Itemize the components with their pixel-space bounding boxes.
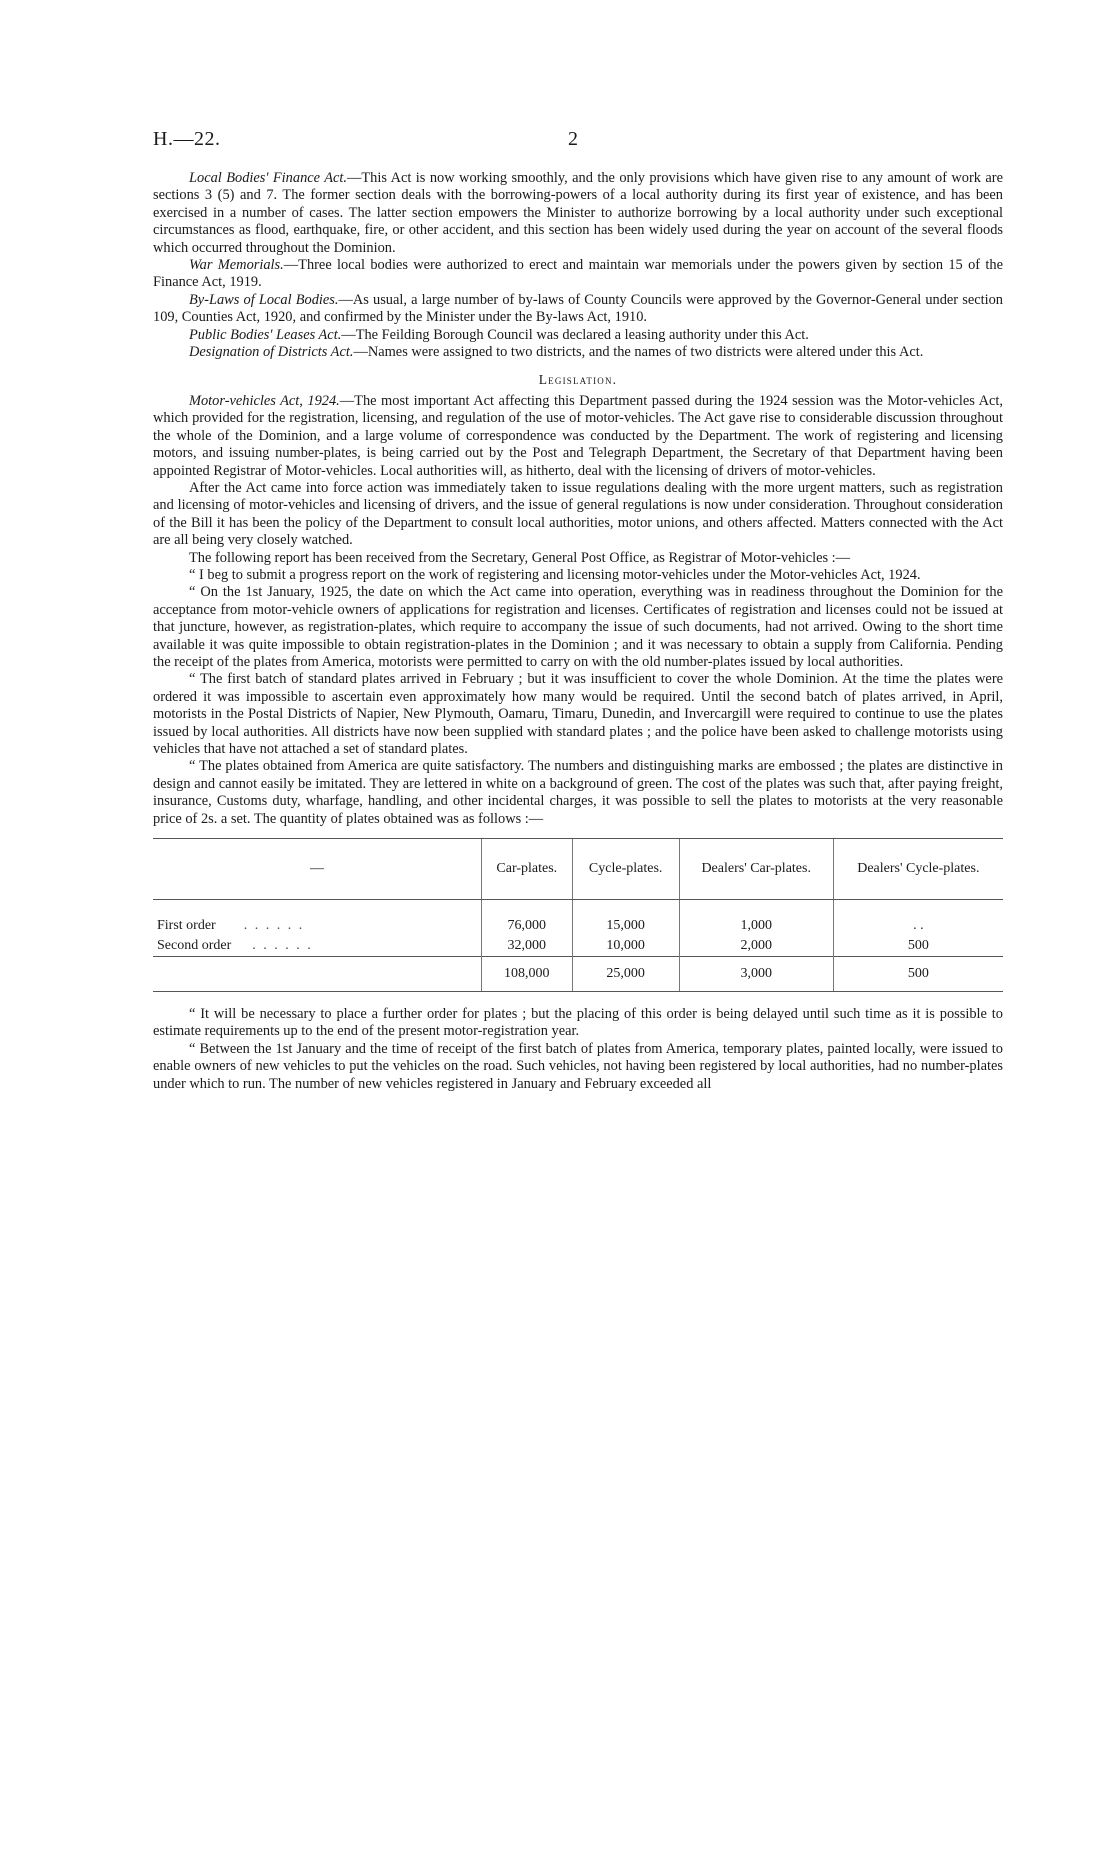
table-cell: 2,000 bbox=[679, 936, 833, 957]
table-header-row bbox=[153, 839, 1003, 900]
paragraph-motor-vehicles-act bbox=[153, 393, 1003, 480]
totals-label-cell bbox=[153, 957, 482, 992]
paragraph-first-batch bbox=[153, 671, 1003, 758]
table-row-totals bbox=[153, 957, 1003, 992]
table-row-first-order bbox=[153, 900, 1003, 937]
table-cell: 76,000 bbox=[482, 900, 573, 937]
column-header-dealers-cycle-plates: Dealers' Cycle-plates. bbox=[833, 839, 1003, 900]
paragraph-text: “ It will be necessary to place a further order for plates ; but the placing of this order is being delayed until such time as it is possible to estimate requirements up to the end of the present motor-registration year. bbox=[153, 1006, 1003, 1040]
paragraph-text: —The most important Act affecting this Department passed during the 1924 session was the Motor-vehicles Act, which provided for the registration, licensing, and regulation of the use of motor-vehicles. The Act gave rise to considerable discussion throughout the whole of the Dominion, and a large volume of correspondence was conducted by the Department. The work of registering and licensing motors, and issuing number-plates, is being carried out by the Post and Telegraph Department, the Secretary of that Department having been appointed Registrar of Motor-vehicles. Local authorities will, as hitherto, deal with the licensing of drivers of motor-vehicles. bbox=[153, 392, 1003, 479]
row-label bbox=[153, 936, 482, 957]
paragraph-heading: Motor-vehicles Act, 1924. bbox=[189, 392, 340, 409]
paragraph-heading: Public Bodies' Leases Act. bbox=[189, 326, 342, 343]
table-total-cell: 500 bbox=[833, 957, 1003, 992]
row-label-text: Second order bbox=[157, 938, 232, 954]
paragraph-text: “ Between the 1st January and the time of receipt of the first batch of plates from America, temporary plates, painted locally, were issued to enable owners of new vehicles to put the vehicles on the road. Such vehicles, not having been registered by local authorities, had no number-plates under which to run. The number of new vehicles registered in January and February exceeded all bbox=[153, 1040, 1003, 1092]
leader-dots: . . . . . . bbox=[243, 918, 305, 934]
paragraph-progress-report bbox=[153, 567, 1003, 584]
page-header bbox=[153, 128, 1003, 158]
paragraph-by-laws bbox=[153, 292, 1003, 327]
table-cell: 500 bbox=[833, 936, 1003, 957]
paragraph-text: —Three local bodies were authorized to erect and maintain war memorials under the powers given by section 15 of the Finance Act, 1919. bbox=[153, 257, 1003, 291]
column-header-dealers-car-plates: Dealers' Car-plates. bbox=[679, 839, 833, 900]
table-cell: 15,000 bbox=[572, 900, 679, 937]
table-corner-header: — bbox=[153, 839, 482, 900]
table-total-cell: 25,000 bbox=[572, 957, 679, 992]
paragraph-report-intro bbox=[153, 550, 1003, 567]
table-total-cell: 3,000 bbox=[679, 957, 833, 992]
paragraph-text: —This Act is now working smoothly, and the only provisions which have given rise to any amount of work are sections 3 (5) and 7. The former section deals with the borrowing-powers of a local authority during its first year of existence, and has been exercised in a number of cases. The latter section empowers the Minister to authorize borrowing by a local authority under such exceptional circumstances as flood, earthquake, fire, or other accident, and this section has been widely used during the year on account of the several floods which occurred throughout the Dominion. bbox=[153, 170, 1003, 256]
paragraph-further-order bbox=[153, 1006, 1003, 1041]
paragraph-designation-districts bbox=[153, 344, 1003, 361]
paragraph-heading: Designation of Districts Act. bbox=[189, 344, 354, 361]
plates-quantity-table bbox=[153, 838, 1003, 992]
paragraph-temporary-plates bbox=[153, 1041, 1003, 1093]
table-total-cell: 108,000 bbox=[482, 957, 573, 992]
paragraph-first-january bbox=[153, 584, 1003, 671]
paragraph-plates-quality bbox=[153, 758, 1003, 828]
table-row-second-order bbox=[153, 936, 1003, 957]
table-cell: 10,000 bbox=[572, 936, 679, 957]
paragraph-text: After the Act came into force action was immediately taken to issue regulations dealing with the more urgent matters, such as registration and licensing of motor-vehicles and licensing of drivers, and the issue of general regulations is now under consideration. Throughout consideration of the Bill it has been the policy of the Department to consult local authorities, motor unions, and others affected. Matters connected with the Act are all being very closely watched. bbox=[153, 479, 1003, 549]
paragraph-war-memorials bbox=[153, 257, 1003, 292]
paragraph-text: —Names were assigned to two districts, and the names of two districts were altered under this Act. bbox=[353, 344, 924, 361]
report-reference: H.—22. bbox=[153, 128, 221, 150]
document-page bbox=[153, 128, 1003, 1093]
paragraph-text: “ On the 1st January, 1925, the date on which the Act came into operation, everything was in readiness throughout the Dominion for the acceptance from motor-vehicle owners of applications for registration and licenses. Certificates of registration and licenses could not be issued at that juncture, however, as registration-plates, which require to accompany the issue of such documents, had not arrived. Owing to the short time available it was quite impossible to obtain registration-plates in the Dominion ; and it was necessary to obtain a supply from California. Pending the receipt of the plates from America, motorists were permitted to carry on with the old number-plates issued by local authorities. bbox=[153, 584, 1003, 670]
paragraph-text: “ The plates obtained from America are quite satisfactory. The numbers and distinguishing marks are embossed ; the plates are distinctive in design and cannot easily be imitated. They are lettered in white on a background of green. The cost of the plates was such that, after paying freight, insurance, Customs duty, wharfage, handling, and other incidental charges, it was possible to sell the plates to motorists at the very reasonable price of 2s. a set. The quantity of plates obtained was as follows :— bbox=[153, 758, 1003, 827]
paragraph-text: —The Feilding Borough Council was declared a leasing authority under this Act. bbox=[341, 326, 809, 343]
paragraph-regulations bbox=[153, 480, 1003, 550]
paragraph-text: The following report has been received from the Secretary, General Post Office, as Registrar of Motor-vehicles :— bbox=[189, 549, 851, 566]
row-label-text: First order bbox=[157, 918, 216, 934]
section-title-legislation: Legislation. bbox=[538, 372, 618, 388]
table-cell: 1,000 bbox=[679, 900, 833, 937]
leader-dots: . . . . . . bbox=[252, 938, 313, 954]
paragraph-text: “ I beg to submit a progress report on the work of registering and licensing motor-vehicles under the Motor-vehicles Act, 1924. bbox=[189, 566, 921, 583]
column-header-car-plates: Car-plates. bbox=[482, 839, 573, 900]
paragraph-text: “ The first batch of standard plates arrived in February ; but it was insufficient to cover the whole Dominion. At the time the plates were ordered it was impossible to ascertain even approximately how many would be required. Until the second batch of plates arrived, in April, motorists in the Postal Districts of Napier, New Plymouth, Oamaru, Timaru, Dunedin, and Invercargill were required to continue to use the plates issued by local authorities. All districts have now been supplied with standard plates ; and the police have been asked to challenge motorists using vehicles that have not attached a set of standard plates. bbox=[153, 671, 1003, 757]
paragraph-heading: War Memorials. bbox=[189, 257, 284, 274]
paragraph-leases-act bbox=[153, 327, 1003, 344]
row-label bbox=[153, 900, 482, 937]
column-header-cycle-plates: Cycle-plates. bbox=[572, 839, 679, 900]
paragraph-local-bodies-finance bbox=[153, 170, 1003, 257]
table-cell: 32,000 bbox=[482, 936, 573, 957]
paragraph-text: —As usual, a large number of by-laws of County Councils were approved by the Governor-General under section 109, Counties Act, 1920, and confirmed by the Minister under the By-laws Act, 1910. bbox=[153, 291, 1003, 326]
page-number: 2 bbox=[568, 128, 578, 150]
paragraph-heading: Local Bodies' Finance Act. bbox=[189, 170, 347, 186]
paragraph-heading: By-Laws of Local Bodies. bbox=[189, 291, 339, 308]
table-cell: . . bbox=[833, 900, 1003, 937]
